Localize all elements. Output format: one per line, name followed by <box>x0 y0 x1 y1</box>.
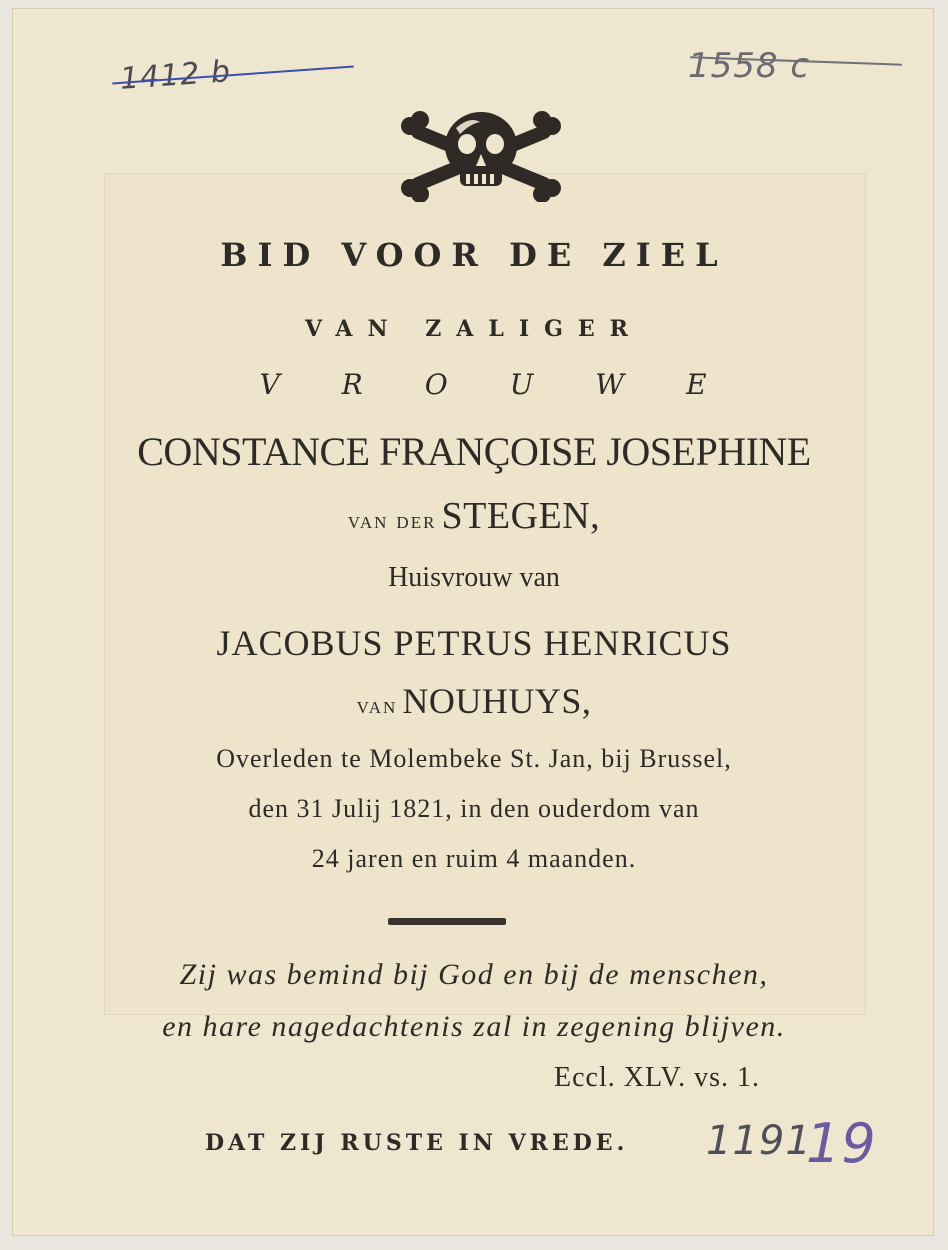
divider <box>388 918 506 925</box>
handwritten-number-bottom: 1191 <box>706 1118 812 1164</box>
heading-vrouwe: VROUWE <box>259 368 769 401</box>
quote-line-2: en hare nagedachtenis zal in zegening blijven. <box>162 1010 786 1043</box>
deceased-name: CONSTANCE FRANÇOISE JOSEPHINE <box>137 429 811 474</box>
deceased-surname-line <box>0 494 948 538</box>
surname: STEGEN, <box>441 495 601 537</box>
death-details-line-3: 24 jaren en ruim 4 maanden. <box>311 844 637 873</box>
heading-van-zaliger: VAN ZALIGER <box>305 316 643 342</box>
surname-prefix: van der <box>347 508 437 534</box>
scripture-reference: Eccl. XLV. vs. 1. <box>554 1062 760 1093</box>
handwritten-number-top-right: 1558 c <box>688 46 811 86</box>
heading-pray-for-soul: BID VOOR DE ZIEL <box>220 236 728 274</box>
skull-and-crossbones-icon <box>400 108 562 202</box>
plate-impression <box>104 173 866 1015</box>
husband-name: JACOBUS PETRUS HENRICUS <box>216 623 732 663</box>
husband-surname: NOUHUYS, <box>402 681 592 721</box>
handwritten-number-bottom-right: 19 <box>806 1112 877 1175</box>
death-details-line-2: den 31 Julij 1821, in den ouderdom van <box>248 794 700 823</box>
closing-prayer: DAT ZIJ RUSTE IN VREDE. <box>205 1130 629 1156</box>
death-details-line-1: Overleden te Molembeke St. Jan, bij Brussel, <box>216 744 732 773</box>
handwritten-number-top-left: 1412 b <box>118 54 233 97</box>
husband-surname-prefix: van <box>356 693 398 719</box>
relation-text: Huisvrouw van <box>388 562 560 593</box>
quote-line-1: Zij was bemind bij God en bij de menschen, <box>179 958 769 991</box>
husband-surname-line <box>0 680 948 722</box>
